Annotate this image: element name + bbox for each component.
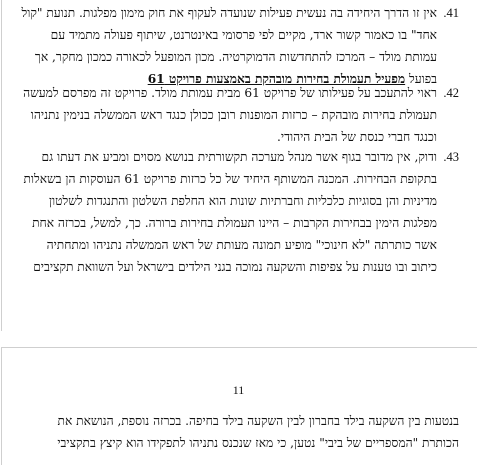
paragraph-number: .41 xyxy=(443,6,459,20)
paragraph-41 xyxy=(4,2,459,90)
text-line: אחד" בו כאמור קשור ארד, מקיים לפי פרסומי באינטרנט, שיתוף פעולה מתמיד עם xyxy=(50,28,437,42)
text-line: ראוי להתעכב על פעילותו של פרויקט 61 מבית עמותת מולד. פרויקט זה מפרסם למעשה xyxy=(23,86,437,100)
text-line: ודוק, אין מדובר בגוף אשר מנהל מערכה תקשורתית בנושא מסוים ומביע את דעתו גם xyxy=(41,150,437,164)
text-run: בפועל xyxy=(405,72,437,86)
page-gap xyxy=(0,331,477,347)
text-line: בנטעות בין השקעה בילד בחברון לבין השקעה בילד בחיפה. בכרזה נוספת, הנושאת את xyxy=(57,414,459,428)
text-line: וכנגד חברי כנסת של הבית היהודי. xyxy=(277,130,437,144)
paragraph-number: .42 xyxy=(443,86,459,100)
continued-paragraph xyxy=(4,410,459,454)
paragraph-number: .43 xyxy=(443,150,459,164)
paragraph-43 xyxy=(4,146,459,278)
paragraph-42 xyxy=(4,82,459,148)
text-line: תעמולת בחירות מובהקת – כרזות המופנות רובן ככולן כנגד ראש הממשלה בנימין נתניהו xyxy=(30,108,437,122)
text-line: הכותרת "המספריים של ביבי" נטען, כי מאז שנכנס נתניהו לתפקידו הוא קיצץ בתקציבי xyxy=(57,436,459,450)
text-line: עמותת מולד – המרכז להתחדשות הדמוקרטיה. מכון המופעל לכאורה כמכון מחקר, אך xyxy=(34,50,437,64)
text-line: מפלגות הימין בבחירות הקרבות – היינו תעמולת בחירות ברורה. כך, למשל, בכרזה אחת xyxy=(32,216,437,230)
text-line: כיתוב ובו טענות על צפיפות והשקעה נמוכה בגני הילדים בישראל ועל השוואת תקציבים xyxy=(33,260,437,274)
page-number: 11 xyxy=(232,383,245,397)
text-line: אין זו הדרך היחידה בה נעשית פעילות שנועדה לעקוף את חוק מימון מפלגות. תנועת "קול xyxy=(21,6,437,20)
text-line: מדיניות והן בסוגיות כלכליות וחברתיות שונות הוא החלפת השלטון והתנגדות לשלטון xyxy=(48,194,437,208)
text-line: אשר כותרתה "לא חינוכי" מופיע תמונה מעותת של ראש הממשלה נתניהו ומתחתיה xyxy=(46,238,437,252)
underlined-emphasis: מפעיל תעמולת בחירות מובהקת באמצעות פרויקט 61 xyxy=(147,72,406,86)
text-line: בתקופת הבחירות. המכנה המשותף היחיד של כל כרזות פרויקט 61 העוסקות הן בשאלות xyxy=(23,172,437,186)
